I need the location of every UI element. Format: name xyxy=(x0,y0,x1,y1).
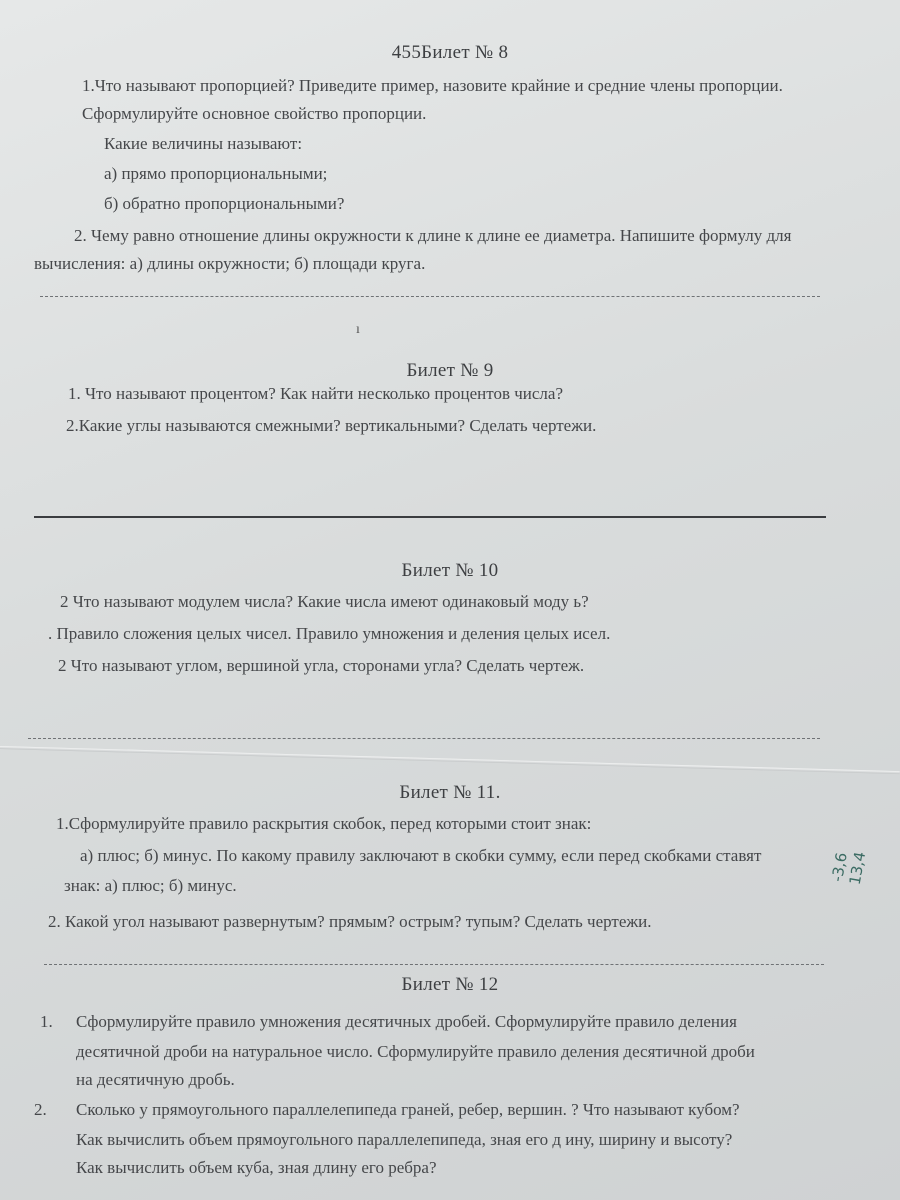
ticket-8-q1-line3: Какие величины называют: xyxy=(104,134,303,153)
stray-mark: ı xyxy=(356,322,360,337)
ticket-12-q1-line1: Сформулируйте правило умножения десятичных дробей. Сформулируйте правило деления xyxy=(76,1012,737,1031)
ticket-11-q1-line2: а) плюс; б) минус. По какому правилу заключают в скобки сумму, если перед скобками ставят xyxy=(80,846,762,865)
ticket-11-q1-line1: 1.Сформулируйте правило раскрытия скобок, перед которыми стоит знак: xyxy=(56,814,592,833)
ticket-8-q1-line4: а) прямо пропорциональными; xyxy=(104,164,328,183)
ticket-9-q1: 1. Что называют процентом? Как найти несколько процентов числа? xyxy=(68,384,564,403)
ticket-10-q1: 2 Что называют модулем числа? Какие числа имеют одинаковый моду ь? xyxy=(60,592,589,611)
ticket-12-title: Билет № 12 xyxy=(401,974,499,995)
ticket-9-q2: 2.Какие углы называются смежными? вертикальными? Сделать чертежи. xyxy=(66,416,597,435)
ticket-9-title: Билет № 9 xyxy=(406,360,494,381)
ticket-8-q1-line1: 1.Что называют пропорцией? Приведите пример, назовите крайние и средние члены пропорции. xyxy=(82,76,783,95)
ticket-9-separator xyxy=(34,516,826,518)
paper-fold xyxy=(0,746,900,774)
ticket-11-q1-line3: знак: а) плюс; б) минус. xyxy=(64,876,237,895)
ticket-11-q2: 2. Какой угол называют развернутым? прямым? острым? тупым? Сделать чертежи. xyxy=(48,912,652,931)
ticket-10-separator xyxy=(28,738,820,739)
ticket-8-q2-line1: 2. Чему равно отношение длины окружности к длине к длине ее диаметра. Напишите формулу для xyxy=(74,226,792,245)
ticket-8-q1-line2: Сформулируйте основное свойство пропорции. xyxy=(82,104,427,123)
ticket-10-title: Билет № 10 xyxy=(401,560,499,581)
ticket-12-q1-line3: на десятичную дробь. xyxy=(76,1070,235,1089)
ticket-8-separator xyxy=(40,296,820,297)
handwritten-note-line1: -3,6 xyxy=(828,851,851,884)
ticket-11-title: Билет № 11. xyxy=(399,782,501,803)
ticket-12-q2-line2: Как вычислить объем прямоугольного параллелепипеда, зная его д ину, ширину и высоту? xyxy=(76,1130,733,1149)
ticket-8-q1-line5: б) обратно пропорциональными? xyxy=(104,194,345,213)
ticket-11-separator xyxy=(44,964,824,965)
handwritten-note xyxy=(828,847,869,886)
ticket-8-q2-line2: вычисления: а) длины окружности; б) площади круга. xyxy=(34,254,426,273)
handwritten-note-line2: 13,4 xyxy=(845,850,870,887)
ticket-12-q1-number: 1. xyxy=(40,1012,53,1031)
ticket-12-q2-line3: Как вычислить объем куба, зная длину его ребра? xyxy=(76,1158,437,1177)
ticket-10-q3: 2 Что называют углом, вершиной угла, сторонами угла? Сделать чертеж. xyxy=(58,656,585,675)
ticket-12-q2-number: 2. xyxy=(34,1100,47,1119)
ticket-8-title: 455Билет № 8 xyxy=(391,42,509,63)
ticket-12-q1-line2: десятичной дроби на натуральное число. Сформулируйте правило деления десятичной дроби xyxy=(76,1042,755,1061)
ticket-12-q2-line1: Сколько у прямоугольного параллелепипеда граней, ребер, вершин. ? Что называют кубом? xyxy=(76,1100,740,1119)
ticket-10-q2: . Правило сложения целых чисел. Правило умножения и деления целых исел. xyxy=(48,624,611,643)
